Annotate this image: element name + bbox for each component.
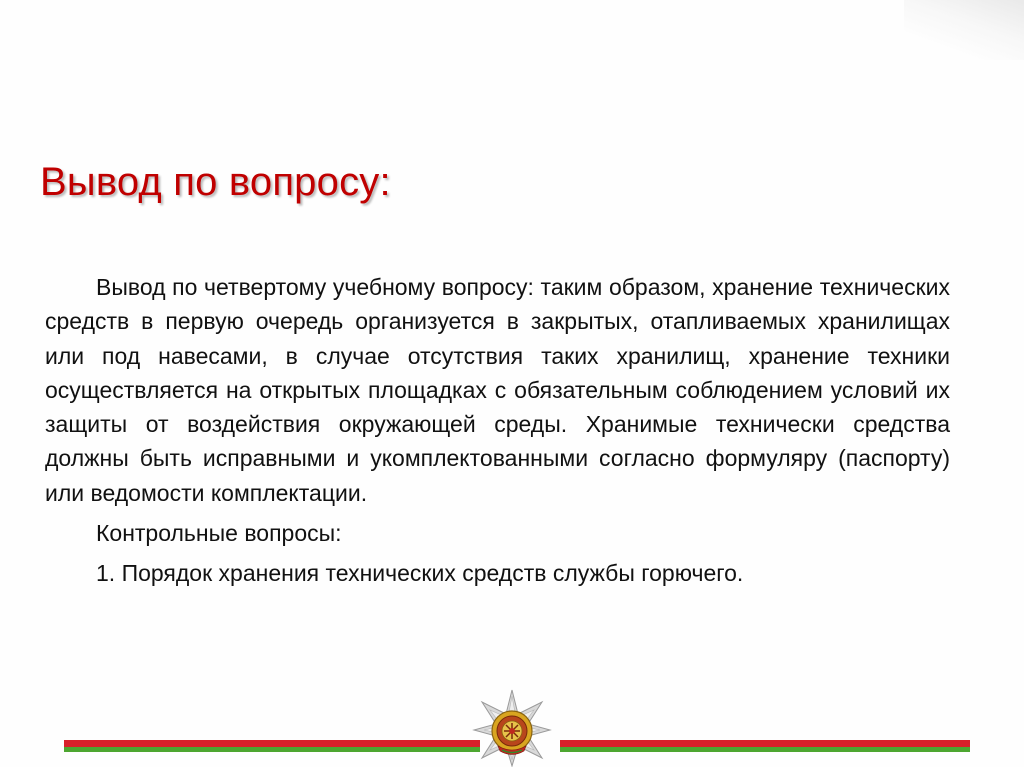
- control-questions-heading: Контрольные вопросы:: [96, 520, 342, 547]
- flag-stripe-red: [64, 740, 480, 747]
- flag-stripe-green: [560, 747, 970, 752]
- flag-stripe-left: [64, 740, 480, 752]
- flag-stripe-red: [560, 740, 970, 747]
- conclusion-paragraph: Вывод по четвертому учебному вопросу: таким образом, хранение технических средств в первую очередь организуется в закрытых, отапливаемых хранилищах или под навесами, в случае отсутствия таких хранилищ, хранение техники осуществляется на открытых площадках с обязательным соблюдением условий их защиты от воздействия окружающей среды. Хранимые технически средства должны быть исправными и укомплектованными согласно формуляру (паспорту) или ведомости комплектации.: [45, 274, 950, 506]
- corner-shade: [904, 0, 1024, 60]
- slide-body: [45, 270, 950, 591]
- flag-stripe-right: [560, 740, 970, 752]
- military-emblem-icon: [472, 688, 552, 767]
- flag-stripe-green: [64, 747, 480, 752]
- control-question-1: 1. Порядок хранения технических средств службы горючего.: [96, 560, 744, 587]
- slide-title: Вывод по вопросу:: [40, 160, 391, 204]
